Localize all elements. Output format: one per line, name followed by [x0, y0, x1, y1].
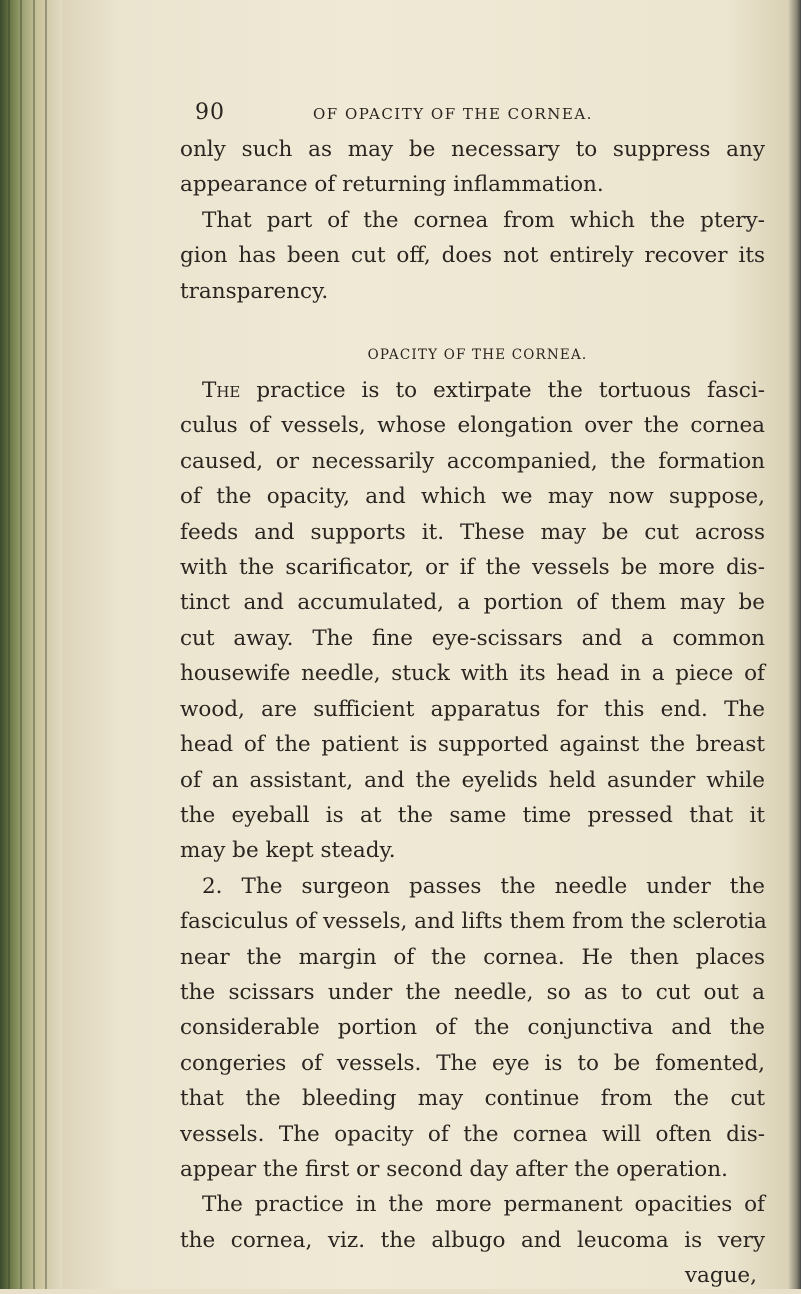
text-line: of an assistant, and the eyelids held asunder while — [180, 767, 765, 793]
binding-stripe — [33, 0, 35, 1289]
text-line-rest: practice is to extirpate the tortuous fasci- — [240, 378, 765, 404]
text-line: head of the patient is supported against the breast — [180, 732, 765, 758]
binding-stripe — [20, 0, 22, 1289]
text-line: only such as may be necessary to suppress any — [180, 137, 765, 162]
page-edge — [787, 0, 801, 1289]
text-line: congeries of vessels. The eye is to be fomented, — [180, 1050, 765, 1076]
binding-stripe — [45, 0, 47, 1289]
section-heading: OPACITY OF THE CORNEA. — [367, 347, 588, 364]
text-line: 2. The surgeon passes the needle under the — [202, 873, 765, 899]
text-line: cut away. The fine eye-scissars and a common — [180, 625, 765, 651]
text-line: with the scarificator, or if the vessels be more dis- — [180, 555, 765, 581]
running-head: OF OPACITY OF THE CORNEA. — [313, 105, 593, 123]
text-line: fasciculus of vessels, and lifts them from the sclerotia — [180, 909, 767, 935]
page-header — [195, 100, 665, 130]
text-line: feeds and supports it. These may be cut across — [180, 519, 765, 545]
text-line: appearance of returning inflammation. — [180, 172, 604, 198]
page-number: 90 — [195, 100, 225, 125]
body-text — [180, 132, 765, 1294]
text-line — [180, 373, 765, 408]
text-line: that the bleeding may continue from the cut — [180, 1086, 765, 1112]
text-line: the scissars under the needle, so as to cut out a — [180, 979, 765, 1005]
text-line: considerable portion of the conjunctiva and the — [180, 1015, 765, 1041]
drop-word: The — [202, 378, 241, 404]
book-binding — [0, 0, 62, 1289]
text-line: housewife needle, stuck with its head in a piece of — [180, 661, 765, 687]
text-line: That part of the cornea from which the ptery- — [202, 207, 765, 233]
text-line: caused, or necessarily accompanied, the formation — [180, 448, 765, 474]
text-line: gion has been cut off, does not entirely recover its — [180, 243, 765, 269]
text-line: transparency. — [180, 278, 329, 304]
catchword: vague, — [684, 1263, 757, 1289]
text-line: tinct and accumulated, a portion of them may be — [180, 590, 765, 616]
text-line: appear the first or second day after the operation. — [180, 1156, 728, 1182]
binding-stripe — [8, 0, 10, 1289]
text-line: vessels. The opacity of the cornea will often dis- — [180, 1121, 765, 1147]
text-line: The practice in the more permanent opacities of — [202, 1192, 765, 1218]
text-line: wood, are sufficient apparatus for this end. The — [180, 696, 765, 722]
text-line: near the margin of the cornea. He then places — [180, 944, 765, 970]
text-line: culus of vessels, whose elongation over the cornea — [180, 413, 765, 439]
text-line: may be kept steady. — [180, 838, 396, 864]
text-line: the eyeball is at the same time pressed that it — [180, 802, 765, 828]
text-line: the cornea, viz. the albugo and leucoma is very — [180, 1227, 765, 1253]
text-line: of the opacity, and which we may now suppose, — [180, 484, 765, 510]
